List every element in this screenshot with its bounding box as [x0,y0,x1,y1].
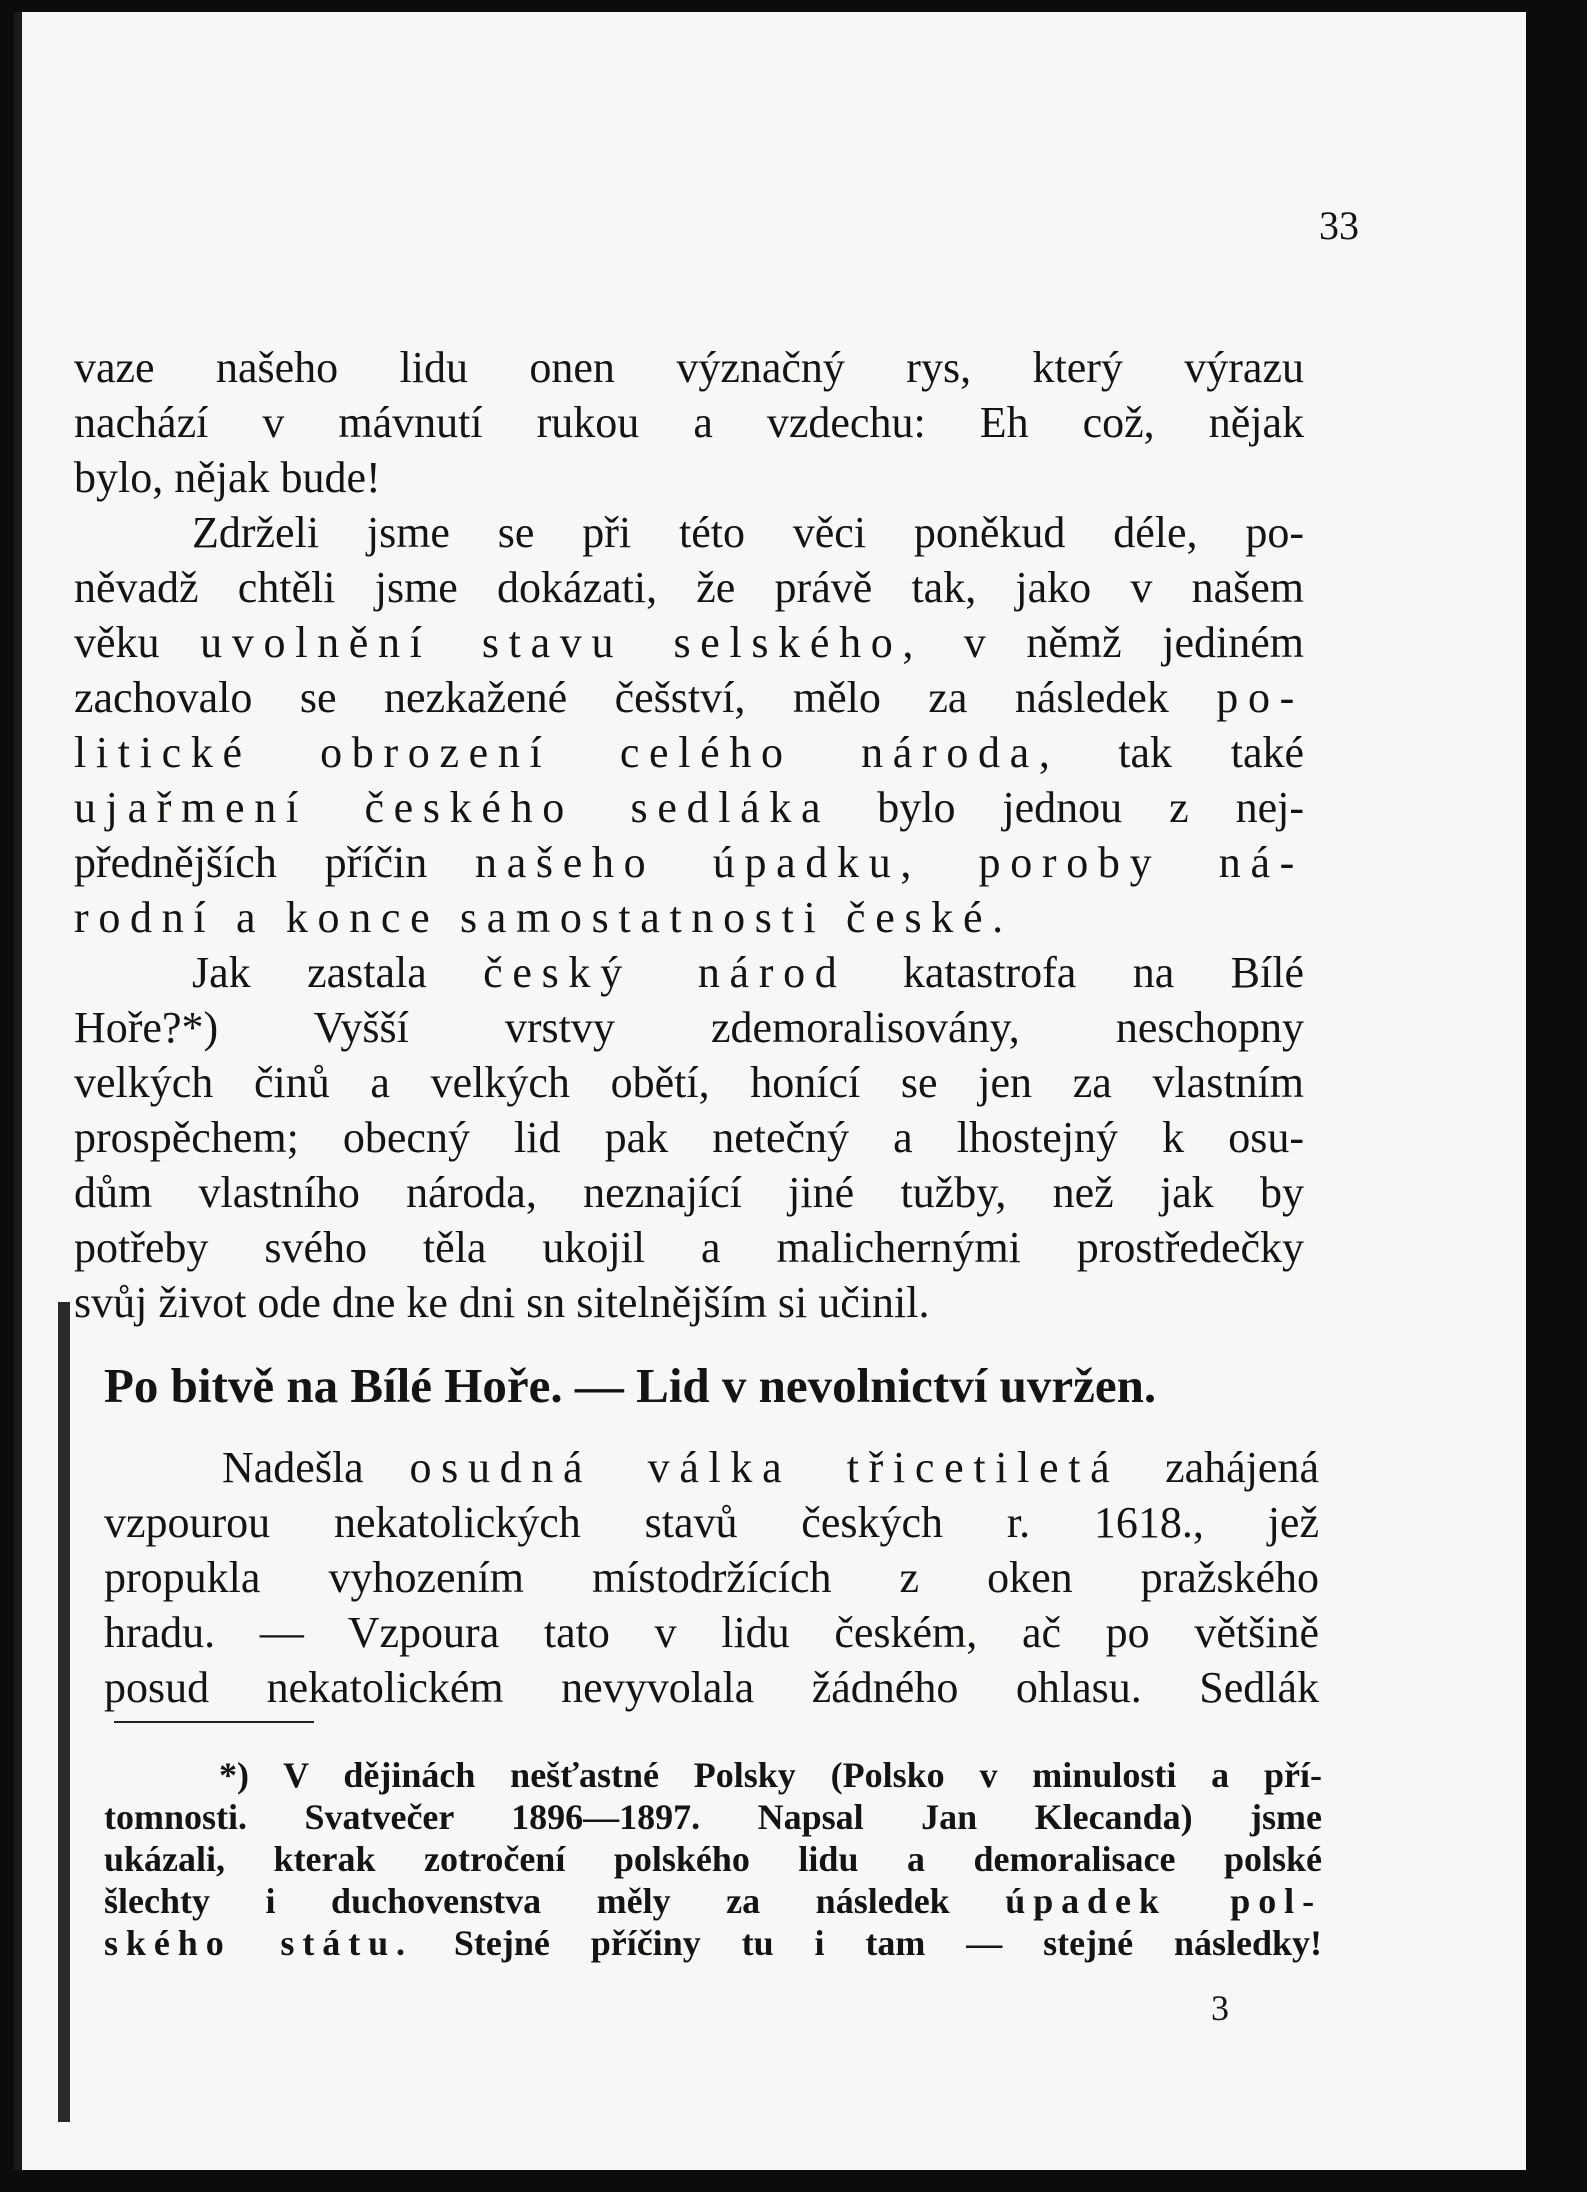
page-binding-edge [14,12,22,2170]
spaced-emphasis: český národ [483,948,847,997]
section-heading: Po bitvě na Bílé Hoře. — Lid v nevolnictví uvržen. [104,1358,1157,1413]
text-line: vaze našeho lidu onen význačný rys, který výrazu [74,343,1304,392]
footnote-line [104,1880,1322,1922]
text-run: zachovalo se nezkažené češství, mělo za následek [74,673,1217,722]
page-number: 33 [1319,203,1359,248]
text-run: bylo jednou z nej- [830,783,1304,832]
text-line: nachází v mávnutí rukou a vzdechu: Eh což, nějak [74,398,1304,447]
spaced-emphasis: ského státu. [104,1923,413,1963]
footnote-line: tomnosti. Svatvečer 1896—1897. Napsal Jan Klecanda) jsme [104,1797,1322,1837]
text-line: posud nekatolickém nevyvolala žádného ohlasu. Sedlák [104,1663,1319,1712]
spaced-emphasis: po- [1216,673,1304,722]
text-line: něvadž chtěli jsme dokázati, že právě tak, jako v našem [74,563,1304,612]
footnote [104,1754,1322,1964]
footnote-line [104,1922,1322,1964]
book-page [14,12,1526,2170]
text-line: dům vlastního národa, neznající jiné tužby, než jak by [74,1168,1304,1217]
spaced-emphasis: úpadek pol- [1005,1881,1322,1921]
text-run: v němž jediném [923,618,1304,667]
text-run: Jak zastala [192,948,484,997]
text-line: velkých činů a velkých obětí, honící se jen za vlastním [74,1058,1304,1107]
spaced-emphasis: litické obrození celého národa, [74,728,1060,777]
text-line [74,835,1304,890]
page-gutter-shadow [58,1302,70,2122]
text-line [74,670,1304,725]
text-run: Stejné příčiny tu i tam — stejné následky! [412,1923,1322,1963]
text-line [74,890,1304,945]
text-line: prospěchem; obecný lid pak netečný a lhostejný k osu- [74,1113,1304,1162]
spaced-emphasis: ujařmení českého sedláka [74,783,831,832]
signature-mark: 3 [1211,1988,1229,2028]
text-run: šlechty i duchovenstva měly za následek [104,1881,1006,1921]
text-line [74,725,1304,780]
text-line: potřeby svého těla ukojil a malichernými prostředečky [74,1223,1304,1272]
text-line: Zdrželi jsme se při této věci poněkud déle, po- [192,508,1304,557]
text-line: svůj život ode dne ke dni sn sitelnějším si učinil. [74,1278,930,1327]
footnote-line: *) V dějinách nešťastné Polsky (Polsko v minulosti a pří- [219,1755,1322,1795]
text-line [74,780,1304,835]
text-line [104,1440,1319,1495]
text-line: hradu. — Vzpoura tato v lidu českém, ač po většině [104,1608,1319,1657]
text-run: katastrofa na Bílé [846,948,1304,997]
spaced-emphasis: rodní a konce samostatnosti české. [74,893,1013,942]
text-line: Hoře?*) Vyšší vrstvy zdemoralisovány, neschopny [74,1003,1304,1052]
spaced-emphasis: osudná válka třicetiletá [409,1443,1120,1492]
text-line: bylo, nějak bude! [74,453,381,502]
spaced-emphasis: našeho úpadku, poroby ná- [475,838,1304,887]
text-line [74,615,1304,670]
spaced-emphasis: uvolnění stavu selského, [200,618,924,667]
footnote-separator [114,1721,314,1723]
text-line: propukla vyhozením místodržících z oken pražského [104,1553,1319,1602]
body-text-lower [104,1440,1319,1715]
text-run: přednějších příčin [74,838,476,887]
text-line: vzpourou nekatolických stavů českých r. 1618., jež [104,1498,1319,1547]
body-text-upper [74,340,1304,1330]
text-run: věku [74,618,201,667]
text-line [74,945,1304,1000]
text-run: zahájená [1119,1443,1319,1492]
footnote-line: ukázali, kterak zotročení polského lidu a demoralisace polské [104,1839,1322,1879]
text-run: Nadešla [222,1443,410,1492]
text-run: tak také [1059,728,1304,777]
